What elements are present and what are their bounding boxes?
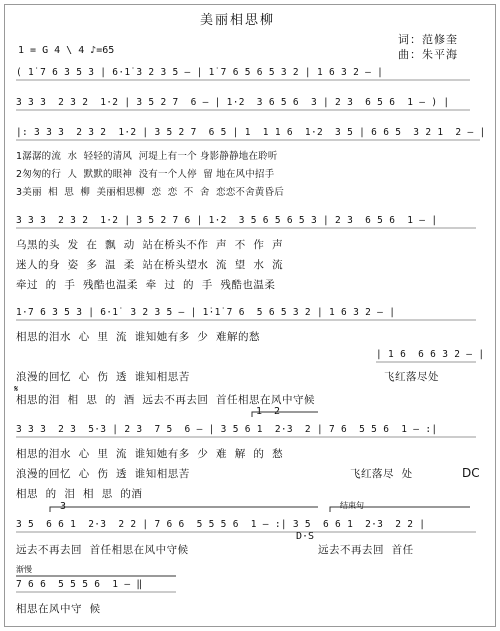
ending-bracket xyxy=(330,507,470,512)
volta-1-2: 1 2 xyxy=(256,406,281,417)
notation-row-9: 7 6 6 5 5 5 6 1 — ‖ xyxy=(16,579,143,590)
lyric-d1: 相思的泪水 心 里 流 谁知她有多 少 难 解 的 愁 xyxy=(16,448,284,460)
lyric-c1: 相思的泪水 心 里 流 谁知她有多 少 难解的愁 xyxy=(16,331,261,343)
key-tempo: 1 = G 4 \ 4 ♪=65 xyxy=(18,45,115,56)
lyric-c2: 浪漫的回忆 心 伤 透 谁知相思苦 xyxy=(16,371,190,383)
volta-3-bracket xyxy=(50,507,318,512)
volta-3: 3 xyxy=(60,501,67,512)
lyric-e1: 远去不再去回 首任相思在风中守候 xyxy=(16,544,189,556)
lyricist-credit: 词：范修奎 xyxy=(398,33,458,46)
notation-row-3: |: 3 3 3 2 3 2 1·2 | 3 5 2 7 6 5 | 1 1 1 6 1·2 3 5 | 6 6 5 3 2 1 2 — | xyxy=(16,127,486,138)
lyric-d2b: 飞红落尽 处 xyxy=(350,468,413,480)
ending-label: 结束句 xyxy=(340,501,364,510)
lyric-f1: 相思在风中守 候 xyxy=(16,603,101,615)
lyric-b1: 乌黑的头 发 在 飘 动 站在桥头不作 声 不 作 声 xyxy=(16,239,284,251)
lyric-d2: 浪漫的回忆 心 伤 透 谁知相思苦 xyxy=(16,468,190,480)
lyric-b2: 迷人的身 姿 多 温 柔 站在桥头望水 流 望 水 流 xyxy=(16,259,284,271)
lyric-verse-3: 3美丽 相 思 柳 美丽相思柳 恋 恋 不 舍 恋恋不舍黄昏后 xyxy=(16,187,284,198)
notation-row-4: 3 3 3 2 3 2 1·2 | 3 5 2 7 6 | 1·2 3 5 6 5 6 5 3 | 2 3 6 5 6 1 — | xyxy=(16,215,438,226)
fine-label: 渐慢 xyxy=(16,565,32,574)
song-title: 美丽相思柳 xyxy=(200,13,276,28)
lyric-verse-2: 2匆匆的行 人 默默的眼神 没有一个人停 留 地在风中招手 xyxy=(16,169,275,180)
notation-row-7: 3 3 3 2 3 5·3 | 2 3 7 5 6 — | 3 5 6 1 2·3 2 | 7 6 5 5 6 1 — :| xyxy=(16,424,438,435)
lyric-verse-1: 1潺潺的流 水 轻轻的清风 河堤上有一个 身影静静地在聆听 xyxy=(16,151,278,162)
lyric-c2b: 飞红落尽处 xyxy=(384,371,439,383)
lyric-c3: 相思的泪 相 思 的 酒 远去不再去回 首任相思在风中守候 xyxy=(16,394,316,406)
notation-row-2: 3 3 3 2 3 2 1·2 | 3 5 2 7 6 — | 1·2 3 6 5 6 3 | 2 3 6 5 6 1 — ) | xyxy=(16,97,450,108)
dc-mark: DC xyxy=(462,466,480,480)
segno-mark: 𝄋 xyxy=(14,384,19,395)
lyric-d3: 相思 的 泪 相 思 的酒 xyxy=(16,488,143,500)
ds-mark: D·S xyxy=(296,531,315,542)
lyric-e2: 远去不再去回 首任 xyxy=(318,544,414,556)
notation-row-6: | 1 6 6 6 3 2 — | xyxy=(376,349,485,360)
notation-row-8: 3 5 6 6 1 2·3 2 2 | 7 6 6 5 5 5 6 1 — :| 3 5 6 6 1 2·3 2 2 | xyxy=(16,519,426,530)
lyric-b3: 牵过 的 手 残酷也温柔 牵 过 的 手 残酷也温柔 xyxy=(16,279,276,291)
composer-credit: 曲：朱平海 xyxy=(398,48,458,61)
notation-row-1: ( 1̇ 7 6 3 5 3 | 6·1̇ 3 2 3 5 — | 1̇ 7 6 5 6 5 3 2 | 1 6 3 2 — | xyxy=(16,67,384,78)
notation-row-5: 1·7 6 3 5 3 | 6·1̇ 3 2 3 5 — | 1̇·1̇ 7 6 5 6 5 3 2 | 1 6 3 2 — | xyxy=(16,307,396,318)
volta-1-2-bracket xyxy=(252,412,318,417)
